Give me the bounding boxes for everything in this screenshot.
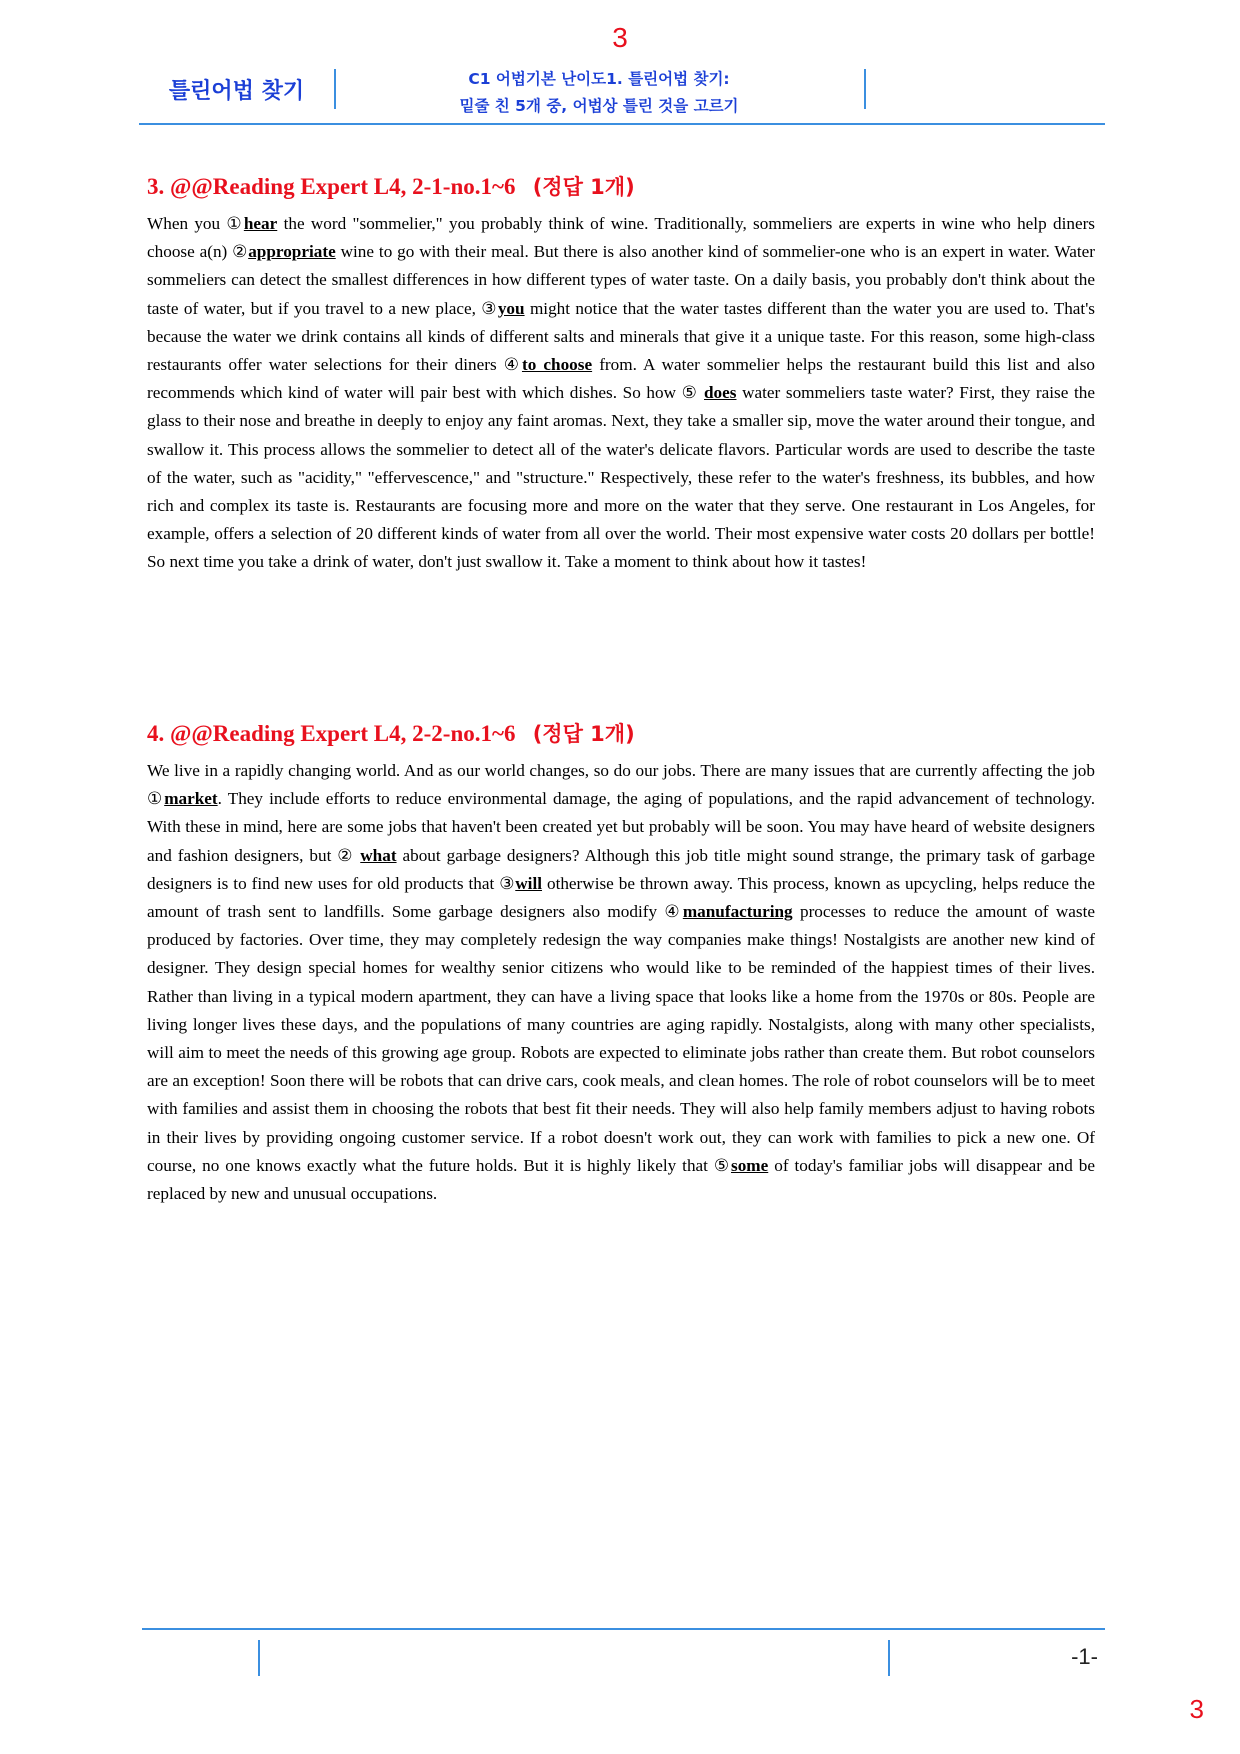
passage-text: We live in a rapidly changing world. And as our world changes, so do our jobs. There are many issues that are currently affecting the job ①market. They include efforts to reduce environmental damage, the aging of populations, and the rapid advancement of technology. With these in mind, here are some jobs that haven't been created yet but probably will be soon. You may have heard of website designers and fashion designers, but ② what about garbage designers? Although this job title might sound strange, the primary task of garbage designers is to find new uses for old products that ③will otherwise be thrown away. This process, known as upcycling, helps reduce the amount of trash sent to landfills. Some garbage designers also modify ④manufacturing processes to reduce the amount of waste produced by factories. Over time, they may completely redesign the way companies make things! Nostalgists are another new kind of designer. They design special homes for wealthy senior citizens who would like to be reminded of the happiest times of their lives. Rather than living in a typical modern apartment, they can have a living space that looks like a home from the 1970s or 80s. People are living longer lives these days, and the populations of many countries are aging rapidly. Nostalgists, along with many other specialists, will aim to meet the needs of this growing age group. Robots are expected to eliminate jobs rather than create them. But robot counselors are an exception! Soon there will be robots that can drive cars, cook meals, and clean homes. The role of robot counselors will be to meet with families and assist them in choosing the robots that best fit their needs. They will also help family members adjust to having robots in their lives by providing ongoing customer service. If a robot doesn't work out, they can work with families to pick a new one. Of course, no one knows exactly what the future holds. But it is highly likely that ⑤some of today's familiar jobs will disappear and be replaced by new and unusual occupations. bbox=[147, 761, 1095, 1204]
footer-page-number: -1- bbox=[1071, 1644, 1098, 1669]
footer-rule bbox=[142, 1628, 1105, 1630]
question-4 bbox=[147, 717, 1095, 1208]
header-divider-right bbox=[864, 69, 866, 109]
underlined-choice: manufacturing bbox=[682, 902, 793, 922]
underlined-choice: hear bbox=[243, 214, 278, 233]
underlined-choice: to choose bbox=[521, 355, 593, 375]
question-3 bbox=[147, 170, 1095, 577]
passage-text: When you ①hear the word "sommelier," you probably think of wine. Traditionally, sommeliers are experts in wine who help diners choose a(n) ②appropriate wine to go with their meal. But there is also another kind of sommelier-one who is an expert in water. Water sommeliers can detect the smallest differences in how different types of water taste. On a daily basis, you probably don't think about the taste of water, but if you travel to a new place, ③you might notice that the water tastes different than the water you are used to. That's because the water we drink contains all kinds of different salts and minerals that give it a unique taste. For this reason, some high-class restaurants offer water selections for their diners ④to choose from. A water sommelier helps the restaurant build this list and also recommends which kind of water will pair best with which dishes. So how ⑤ does water sommeliers taste water? First, they raise the glass to their nose and breathe in deeply to enjoy any faint aromas. Next, they take a smaller sip, move the water around their tongue, and swallow it. This process allows the sommelier to detect all of the water's delicate flavors. Particular words are used to describe the taste of the water, such as "acidity," "effervescence," and "structure." Respectively, these refer to the water's freshness, its bubbles, and how rich and complex its taste is. Restaurants are focusing more and more on the water that they serve. One restaurant in Los Angeles, for example, offers a selection of 20 different kinds of water from all over the world. Their most expensive water costs 20 dollars per bottle! So next time you take a drink of water, don't just swallow it. Take a moment to think about how it tastes! bbox=[147, 214, 1095, 572]
underlined-choice: market bbox=[164, 789, 218, 809]
header-title: 틀린어법 찾기 bbox=[168, 79, 305, 104]
answer-count-note: (정답 1개) bbox=[532, 722, 635, 746]
underlined-choice: does bbox=[704, 383, 737, 403]
underlined-choice: what bbox=[360, 845, 397, 865]
page-header bbox=[139, 64, 1105, 124]
question-heading-text: 4. @@Reading Expert L4, 2-2-no.1~6 bbox=[147, 721, 516, 746]
corner-page-number: 3 bbox=[1189, 1694, 1204, 1724]
underlined-choice: you bbox=[497, 298, 525, 318]
footer-divider-right bbox=[888, 1640, 890, 1676]
header-rule bbox=[139, 123, 1105, 125]
underlined-choice: appropriate bbox=[248, 242, 336, 262]
answer-count-note: (정답 1개) bbox=[532, 175, 635, 199]
header-subtitle-line2: 밑줄 친 5개 중, 어법상 틀린 것을 고르기 bbox=[459, 97, 739, 115]
question-heading bbox=[147, 717, 1095, 751]
underlined-choice: will bbox=[515, 873, 543, 893]
header-subtitle bbox=[334, 66, 864, 120]
top-page-number: 3 bbox=[612, 22, 628, 53]
question-heading bbox=[147, 170, 1095, 204]
header-subtitle-line1: C1 어법기본 난이도1. 틀린어법 찾기: bbox=[468, 70, 730, 88]
question-heading-text: 3. @@Reading Expert L4, 2-1-no.1~6 bbox=[147, 174, 516, 199]
footer-divider-left bbox=[258, 1640, 260, 1676]
underlined-choice: some bbox=[731, 1155, 769, 1175]
